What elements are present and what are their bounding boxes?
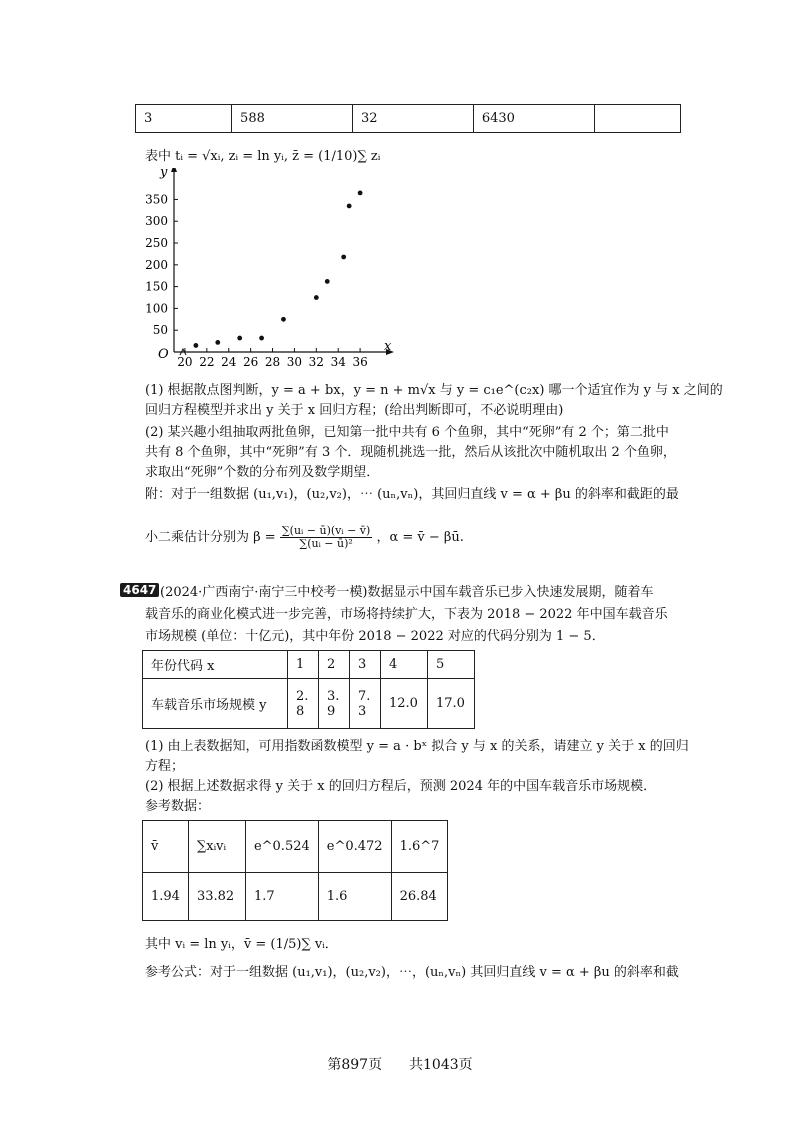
problem-part1-line1: (1) 由上表数据知，可用指数函数模型 y = a · bˣ 拟合 y 与 x 的关系，请建立 y 关于 x 的回归 [145, 739, 689, 754]
page-total: 共1043页 [409, 1057, 473, 1073]
q-prev-part2-line2: 共有 8 个鱼卵，其中“死卵”有 3 个．现随机挑选一批，然后从该批次中随机取出 2 个鱼卵， [145, 445, 676, 460]
table-cell: e^0.524 [245, 821, 318, 873]
table-cell: v̄ [143, 821, 189, 873]
y-tick-label: 50 [152, 323, 168, 338]
page-footer [0, 1054, 800, 1074]
problem-line3: 市场规模 (单位：十亿元)，其中年份 2018 − 2022 对应的代码分别为 1 − 5． [145, 629, 605, 644]
table-cell: 2.8 [288, 679, 319, 729]
top-data-table [135, 104, 681, 133]
table-note: 表中 tᵢ = √xᵢ, zᵢ = ln yᵢ, z̄ = (1/10)∑ zᵢ [145, 149, 381, 164]
problem-number-badge [120, 583, 163, 598]
x-axis-label: x [384, 339, 392, 354]
y-axis-label: y [160, 168, 168, 180]
y-axis-arrow [171, 168, 177, 172]
table-cell: 车载音乐市场规模 y [143, 679, 288, 729]
y-tick-label: 300 [145, 214, 168, 229]
scatter-point [341, 255, 346, 260]
q-prev-formula [145, 508, 464, 568]
table-cell: 1 [288, 651, 319, 679]
scatter-point [358, 190, 363, 195]
table-row [136, 105, 681, 133]
y-tick-label: 150 [145, 279, 168, 294]
x-tick-label: 34 [330, 355, 346, 369]
q-prev-part1-line2: 回归方程模型并求出 y 关于 x 回归方程；(给出判断即可，不必说明理由) [145, 403, 564, 418]
problem-line2: 载音乐的商业化模式进一步完善，市场将持续扩大，下表为 2018 − 2022 年中国车载音乐 [145, 607, 668, 622]
table-cell: ∑xᵢvᵢ [188, 821, 245, 873]
scatter-point [259, 336, 264, 341]
table-cell: 1.7 [245, 873, 318, 921]
origin-label: O [158, 347, 169, 362]
table-cell: 17.0 [428, 679, 475, 729]
beta-numerator: ∑(uᵢ − ū)(vᵢ − v̄) [281, 524, 371, 537]
market-size-table [142, 650, 475, 729]
scatter-point [347, 204, 352, 209]
table-cell: 588 [232, 105, 353, 133]
formula-prefix: 小二乘估计分别为 β = [145, 530, 276, 545]
table-cell: 3 [136, 105, 232, 133]
where-line: 其中 vᵢ = ln yᵢ，v̄ = (1/5)∑ vᵢ． [145, 937, 338, 952]
table-cell: 26.84 [391, 873, 448, 921]
y-tick-label: 250 [145, 236, 168, 251]
q-prev-part2-line3: 求取出“死卵”个数的分布列及数学期望． [145, 465, 380, 480]
table-cell: 1.6 [318, 873, 391, 921]
scatter-point [314, 295, 319, 300]
table-cell: 33.82 [188, 873, 245, 921]
problem-line1: (2024·广西南宁·南宁三中校考一模)数据显示中国车载音乐已步入快速发展期，随着车 [160, 585, 654, 600]
x-tick-label: 32 [308, 355, 324, 369]
x-tick-label: 36 [352, 355, 368, 369]
formula-suffix: ，α = v̄ − βū. [376, 530, 464, 545]
x-tick-label: 22 [199, 355, 215, 369]
q-prev-note-line1: 附：对于一组数据 (u₁,v₁)，(u₂,v₂)，⋯ (uₙ,vₙ)，其回归直线 v = α + βu 的斜率和截距的最 [145, 487, 679, 502]
q-prev-part1-line1: (1) 根据散点图判断，y = a + bx，y = n + m√x 与 y = c₁e^(c₂x) 哪一个适宜作为 y 与 x 之间的 [145, 383, 723, 398]
table-cell: 年份代码 x [143, 651, 288, 679]
table-cell: 1.94 [143, 873, 189, 921]
table-cell: 3 [350, 651, 381, 679]
beta-fraction [280, 525, 372, 550]
problem-part2-line1: (2) 根据上述数据求得 y 关于 x 的回归方程后，预测 2024 年的中国车载音乐市场规模． [145, 779, 657, 794]
table-cell: 1.6^7 [391, 821, 448, 873]
problem-number: 4647 [120, 583, 159, 597]
scatter-point [325, 279, 330, 284]
scatter-point [237, 336, 242, 341]
table-cell [594, 105, 680, 133]
scatter-point [281, 317, 286, 322]
x-tick-label: 28 [264, 355, 281, 369]
table-cell: 3.9 [319, 679, 350, 729]
x-tick-label: 26 [242, 355, 259, 369]
q-prev-part2-line1: (2) 某兴趣小组抽取两批鱼卵，已知第一批中共有 6 个鱼卵，其中“死卵”有 2 个；第二批中 [145, 425, 669, 440]
x-tick-label: 24 [221, 355, 237, 369]
formula-line: 参考公式：对于一组数据 (u₁,v₁)，(u₂,v₂)，⋯，(uₙ,vₙ) 其回归直线 v = α + βu 的斜率和截 [145, 965, 679, 980]
table-row [143, 873, 448, 921]
y-tick-label: 200 [145, 257, 168, 272]
table-cell: 2 [319, 651, 350, 679]
scatter-point [215, 340, 220, 345]
table-cell: 12.0 [381, 679, 428, 729]
scatter-chart [140, 168, 400, 378]
problem-part1-line2: 方程； [145, 759, 185, 774]
beta-denominator: ∑(uᵢ − ū)² [299, 537, 353, 550]
x-tick-label: 30 [286, 355, 303, 369]
y-tick-label: 100 [145, 301, 168, 316]
reference-data-title: 参考数据： [145, 799, 211, 814]
x-tick-label: 20 [177, 355, 193, 369]
table-cell: 5 [428, 651, 475, 679]
table-cell: 7.3 [350, 679, 381, 729]
table-cell: 4 [381, 651, 428, 679]
table-cell: 6430 [473, 105, 594, 133]
scatter-point [193, 343, 198, 348]
reference-data-table [142, 820, 448, 921]
page-number: 第897页 [327, 1057, 383, 1073]
table-row [143, 651, 475, 679]
table-row [143, 679, 475, 729]
table-cell: 32 [352, 105, 473, 133]
table-cell: e^0.472 [318, 821, 391, 873]
table-row [143, 821, 448, 873]
y-tick-label: 350 [145, 192, 168, 207]
